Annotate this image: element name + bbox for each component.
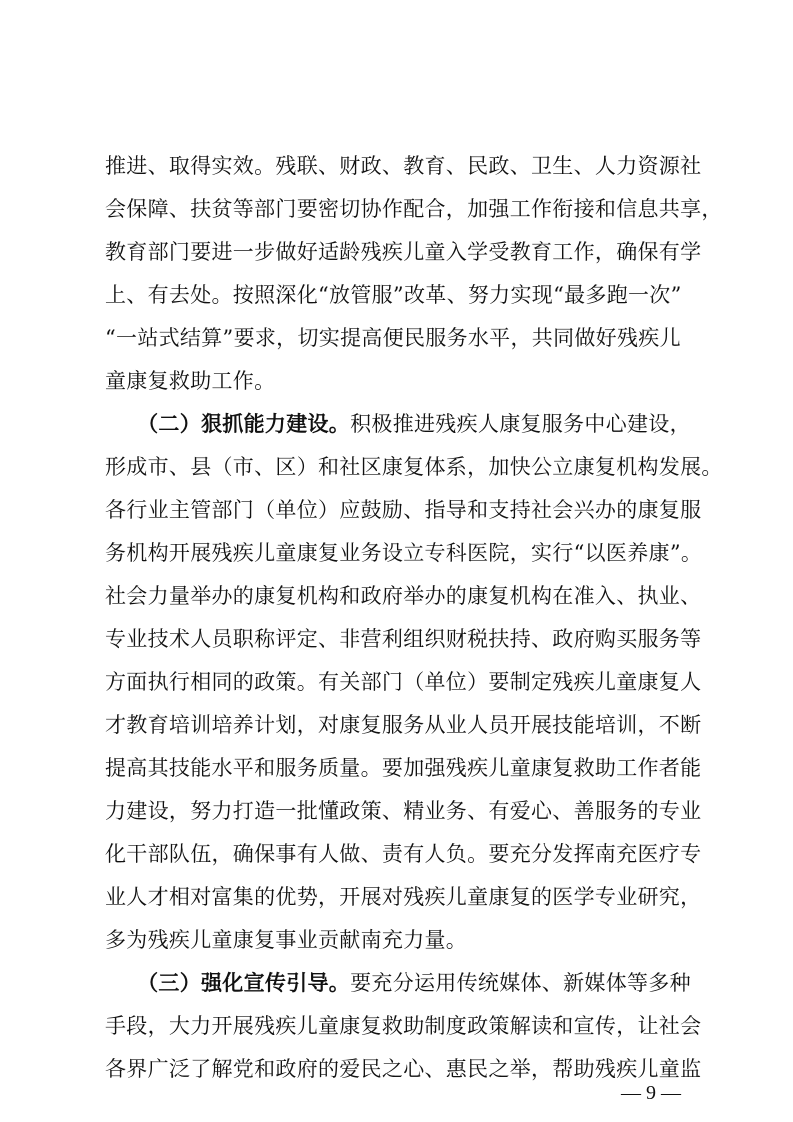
body-text-segment: 要充分运用传统媒体、新媒体等多种 — [350, 971, 691, 995]
section-three-first-line — [105, 963, 690, 1003]
body-text-line: 才教育培训培养计划，对康复服务从业人员开展技能培训，不断 — [105, 713, 702, 737]
body-text-line: 化干部队伍，确保事有人做、责有人负。要充分发挥南充医疗专 — [105, 842, 702, 866]
body-text-line: 社会力量举办的康复机构和政府举办的康复机构在准入、执业、 — [105, 584, 702, 608]
body-text-line: “一站式结算”要求，切实提高便民服务水平，共同做好残疾儿 — [105, 326, 681, 350]
body-text-line: 各界广泛了解党和政府的爱民之心、惠民之举，帮助残疾儿童监 — [105, 1057, 702, 1081]
body-text-line: 形成市、县（市、区）和社区康复体系，加快公立康复机构发展。 — [105, 455, 723, 479]
body-text-line: 手段，大力开展残疾儿童康复救助制度政策解读和宣传，让社会 — [105, 1014, 702, 1038]
section-two-first-line — [105, 404, 690, 444]
body-text-line: 业人才相对富集的优势，开展对残疾儿童康复的医学专业研究， — [105, 885, 702, 909]
page-number: — 9 — — [621, 1082, 681, 1104]
section-two-heading: （二）狠抓能力建设。 — [147, 412, 351, 436]
body-text-line: 务机构开展残疾儿童康复业务设立专科医院，实行“以医养康”。 — [105, 541, 703, 565]
body-text-line: 教育部门要进一步做好适龄残疾儿童入学受教育工作，确保有学 — [105, 240, 702, 264]
body-text-line: 各行业主管部门（单位）应鼓励、指导和支持社会兴办的康复服 — [105, 498, 702, 522]
body-text-line: 推进、取得实效。残联、财政、教育、民政、卫生、人力资源社 — [105, 154, 702, 178]
section-three-heading: （三）强化宣传引导。 — [147, 971, 351, 995]
paragraph-indent — [105, 412, 148, 436]
body-text-line: 童康复救助工作。 — [105, 369, 276, 393]
body-text-line: 提高其技能水平和服务质量。要加强残疾儿童康复救助工作者能 — [105, 756, 702, 780]
body-text-line: 专业技术人员职称评定、非营利组织财税扶持、政府购买服务等 — [105, 627, 702, 651]
body-text-segment: 积极推进残疾人康复服务中心建设， — [350, 412, 691, 436]
body-text-line: 方面执行相同的政策。有关部门（单位）要制定残疾儿童康复人 — [105, 670, 702, 694]
body-text-line: 力建设，努力打造一批懂政策、精业务、有爱心、善服务的专业 — [105, 799, 702, 823]
body-text-line: 上、有去处。按照深化“放管服”改革、努力实现“最多跑一次” — [105, 283, 682, 307]
body-text-line: 会保障、扶贫等部门要密切协作配合，加强工作衔接和信息共享， — [105, 197, 723, 221]
paragraph-indent — [105, 971, 148, 995]
body-text-line: 多为残疾儿童康复事业贡献南充力量。 — [105, 928, 468, 952]
